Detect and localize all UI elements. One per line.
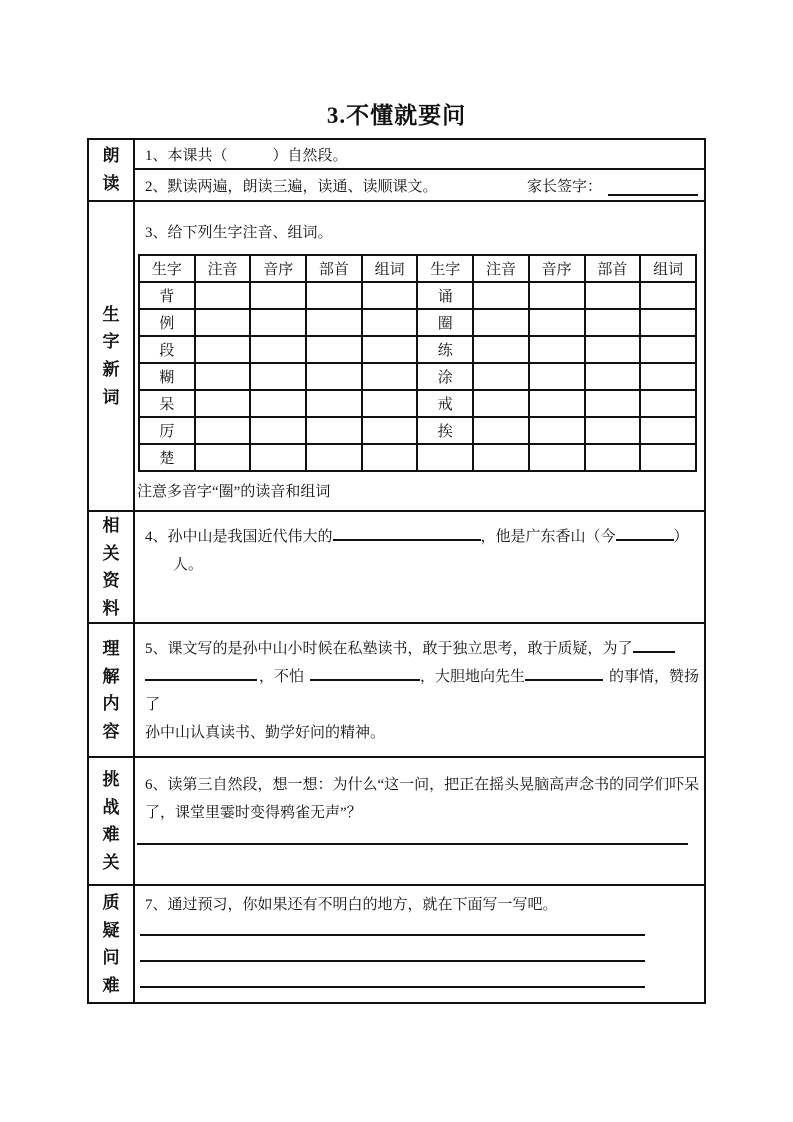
word-blank-cell [585,336,641,363]
word-char-cell: 练 [417,336,473,363]
word-table-header-cell: 音序 [250,255,306,282]
word-blank-cell [195,282,251,309]
section-questions-label: 质疑问难 [102,893,120,995]
item-5-text-2: ，不怕 [259,669,305,686]
word-table-row [139,282,696,309]
item-4-line-2: 人。 [173,557,204,573]
item-7-answer-line-3 [140,962,645,988]
word-char-cell: 诵 [417,282,473,309]
item-4-text-b: ，他是广东香山（今 [480,529,616,545]
word-blank-cell [640,309,696,336]
item-5-text-4: 的事情，赞扬了 [145,669,700,714]
item-5-text-1: 5、课文写的是孙中山小时候在私塾读书，敢于独立思考，敢于质疑，为了 [145,641,633,658]
word-blank-cell [362,444,418,471]
word-blank-cell [250,363,306,390]
word-table-row [139,309,696,336]
word-char-cell: 糊 [139,363,195,390]
word-table [138,254,697,472]
word-blank-cell [640,417,696,444]
section-reading [89,140,704,200]
item-5-line-1 [135,635,704,663]
word-table-header-cell: 生字 [139,255,195,282]
section-comprehension [89,622,704,756]
item-5-line-3: 孙中山认真读书、勤学好问的精神。 [145,725,386,742]
item-5-blank-2 [145,664,257,681]
word-blank-cell [529,309,585,336]
word-blank-cell [306,444,362,471]
item-1-row [135,140,704,170]
word-blank-cell [362,336,418,363]
word-blank-cell [195,309,251,336]
word-blank-cell [250,282,306,309]
word-blank-cell [529,390,585,417]
item-3-text: 3、给下列生字注音、组词。 [145,225,333,241]
word-blank-cell [195,390,251,417]
word-table-note: 注意多音字“圈”的读音和组词 [137,484,331,500]
word-blank-cell [529,282,585,309]
word-char-cell: 段 [139,336,195,363]
word-blank-cell [473,363,529,390]
word-blank-cell [250,309,306,336]
section-comprehension-label-cell [89,624,135,756]
word-blank-cell [306,309,362,336]
word-table-header-cell: 注音 [195,255,251,282]
section-words-label-cell [89,202,135,510]
word-table-header-cell: 注音 [473,255,529,282]
item-5-blank-3 [310,664,420,681]
item-6-answer-line [137,842,688,845]
word-blank-cell [306,282,362,309]
word-blank-cell [640,444,696,471]
word-blank-cell [473,390,529,417]
item-7-text: 7、通过预习，你如果还有不明白的地方，就在下面写一写吧。 [145,897,558,914]
word-blank-cell [640,363,696,390]
word-blank-cell [640,282,696,309]
word-blank-cell [195,417,251,444]
item-7-answer-line-2 [140,936,645,962]
item-7-answer-line-1 [140,919,645,936]
word-blank-cell [306,417,362,444]
item-4-text-a: 4、孙中山是我国近代伟大的 [145,529,333,545]
word-blank-cell [195,444,251,471]
word-blank-cell [362,282,418,309]
word-char-cell: 涂 [417,363,473,390]
section-words-label: 生字新词 [102,304,120,407]
section-questions-content [135,886,704,1002]
word-blank-cell [473,309,529,336]
word-char-cell: 例 [139,309,195,336]
item-5-blank-1 [633,636,675,653]
item-2-text: 2、默读两遍，朗读三遍，读通、读顺课文。 [145,178,438,195]
word-blank-cell [529,417,585,444]
word-blank-cell [473,336,529,363]
item-5-line-2 [135,663,704,719]
section-words [89,200,704,510]
item-4-blank-2 [616,524,674,541]
word-char-cell: 背 [139,282,195,309]
parent-signature-label: 家长签字： [526,178,602,195]
word-blank-cell [529,336,585,363]
word-blank-cell [250,417,306,444]
section-reading-content [135,140,704,200]
word-blank-cell [362,309,418,336]
word-blank-cell [585,390,641,417]
section-challenge [89,756,704,884]
section-info [89,510,704,622]
word-blank-cell [250,390,306,417]
word-blank-cell [585,417,641,444]
word-blank-cell [529,363,585,390]
word-table-row [139,363,696,390]
section-challenge-content [135,758,704,884]
item-5-blank-4 [525,664,603,681]
word-table-row [139,390,696,417]
word-blank-cell [250,444,306,471]
section-reading-label-cell [89,140,135,200]
item-6-text: 6、读第三自然段，想一想：为什么“这一问，把正在摇头晃脑高声念书的同学们吓呆了，课堂里霎时变得鸦雀无声”？ [145,777,700,822]
item-4-text-c: ） [673,529,689,545]
word-char-cell: 戒 [417,390,473,417]
word-char-cell: 楚 [139,444,195,471]
word-table-header-cell: 组词 [640,255,696,282]
word-table-header-cell: 部首 [306,255,362,282]
word-blank-cell [640,336,696,363]
word-table-body [139,282,696,471]
word-table-row [139,336,696,363]
word-blank-cell [585,363,641,390]
word-blank-cell [585,282,641,309]
parent-signature-blank [608,179,698,196]
worksheet-table [87,138,706,1004]
word-blank-cell [306,363,362,390]
word-blank-cell [640,390,696,417]
word-table-header-cell: 部首 [585,255,641,282]
section-reading-label: 朗读 [102,146,120,193]
word-table-header-row [139,255,696,282]
section-challenge-label: 挑战难关 [102,770,120,872]
word-blank-cell [473,444,529,471]
word-table-header-cell: 组词 [362,255,418,282]
word-blank-cell [529,444,585,471]
item-4-blank-1 [333,524,481,541]
word-blank-cell [362,363,418,390]
word-blank-cell [473,282,529,309]
word-table-row [139,417,696,444]
section-challenge-label-cell [89,758,135,884]
section-info-label: 相关资料 [102,516,120,618]
word-blank-cell [306,336,362,363]
parent-signature-group [527,175,698,196]
word-blank-cell [585,309,641,336]
word-blank-cell [306,390,362,417]
word-char-cell: 挨 [417,417,473,444]
word-table-header-cell: 生字 [417,255,473,282]
word-blank-cell [250,336,306,363]
section-comprehension-content [135,624,704,756]
word-blank-cell [473,417,529,444]
item-2-row [135,170,704,200]
item-4-line-1 [135,523,704,551]
section-words-content [135,202,704,510]
word-blank-cell [417,444,473,471]
item-1-text: 1、本课共（ ）自然段。 [145,147,348,164]
word-blank-cell [195,336,251,363]
section-info-label-cell [89,512,135,622]
page-title: 3.不懂就要问 [326,103,467,128]
word-table-header-cell: 音序 [529,255,585,282]
word-table-row [139,444,696,471]
word-blank-cell [362,390,418,417]
word-char-cell: 厉 [139,417,195,444]
section-comprehension-label: 理解内容 [102,639,120,741]
item-5-text-3: ，大胆地向先生 [420,669,526,686]
word-blank-cell [362,417,418,444]
section-questions [89,884,704,1002]
section-info-content [135,512,704,622]
word-blank-cell [195,363,251,390]
section-questions-label-cell [89,886,135,1002]
word-blank-cell [585,444,641,471]
word-char-cell: 呆 [139,390,195,417]
word-char-cell: 圈 [417,309,473,336]
